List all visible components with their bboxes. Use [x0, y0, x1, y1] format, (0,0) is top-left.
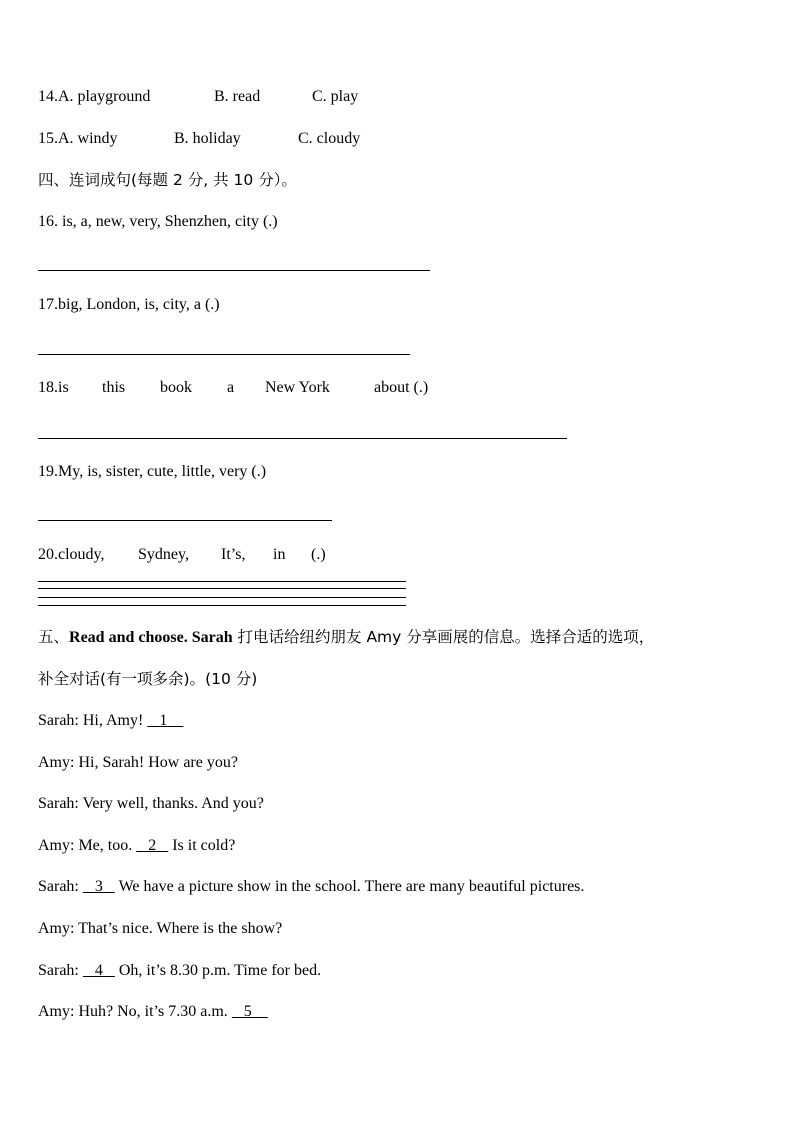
section-5-description: 打电话给纽约朋友 Amy 分享画展的信息。选择合适的选项，: [232, 628, 655, 646]
answer-line-20-d[interactable]: [38, 605, 406, 606]
word-tile: is: [58, 379, 69, 396]
question-number: 14.: [38, 88, 58, 105]
section-4-heading: 四、连词成句(每题 2 分, 共 10 分）。: [38, 171, 297, 189]
answer-line-20-b[interactable]: [38, 588, 406, 589]
word-tile: It’s,: [221, 546, 246, 563]
question-19: 19.My, is, sister, cute, little, very (.): [38, 463, 267, 480]
answer-blank-1[interactable]: 1: [159, 712, 168, 729]
answer-blank-4[interactable]: 4: [94, 962, 103, 979]
word-tile: Sydney,: [138, 546, 189, 563]
question-number: 20.: [38, 546, 58, 563]
answer-blank-3[interactable]: 3: [94, 878, 103, 895]
dialogue-line: Amy: Huh? No, it’s 7.30 a.m. 5: [38, 1002, 268, 1022]
dialogue-line: Sarah: Very well, thanks. And you?: [38, 795, 264, 812]
question-14: [38, 87, 458, 107]
question-17: 17.big, London, is, city, a (.): [38, 296, 220, 313]
word-tile: about (.): [374, 379, 429, 396]
answer-line-19[interactable]: [38, 520, 332, 521]
answer-blank-5[interactable]: 5: [243, 1003, 252, 1020]
dialogue-line: Amy: Hi, Sarah! How are you?: [38, 754, 238, 771]
option-b: B. holiday: [174, 130, 241, 147]
option-b: B. read: [214, 88, 261, 105]
dialogue-line: Sarah: 3 We have a picture show in the school. There are many beautiful pictures.: [38, 878, 585, 895]
question-number: 18.: [38, 379, 58, 396]
answer-line-20-c[interactable]: [38, 597, 406, 598]
answer-blank-2[interactable]: 2: [148, 837, 157, 854]
question-number: 15.: [38, 130, 58, 147]
word-tile: book: [160, 379, 192, 396]
word-tile: New York: [265, 379, 330, 396]
option-c: C. play: [312, 88, 359, 105]
dialogue-line: Sarah: 4 Oh, it’s 8.30 p.m. Time for bed.: [38, 962, 322, 979]
section-5-heading: [38, 627, 654, 648]
dialogue-line: Amy: Me, too. 2 Is it cold?: [38, 837, 236, 854]
word-tile: a: [227, 379, 235, 396]
word-tile: cloudy,: [58, 546, 105, 563]
question-18: [38, 378, 458, 398]
question-15: [38, 129, 458, 149]
option-c: C. cloudy: [298, 130, 361, 147]
option-a: A. windy: [58, 130, 118, 147]
answer-line-20-a[interactable]: [38, 581, 406, 582]
question-16: 16. is, a, new, very, Shenzhen, city (.): [38, 213, 278, 230]
dialogue-line: Sarah: Hi, Amy! 1: [38, 711, 183, 731]
question-20: [38, 545, 458, 565]
section-5-heading-line2: 补全对话(有一项多余)。(10 分): [38, 670, 258, 688]
word-tile: in: [273, 546, 286, 563]
section-5-prefix: 五、: [38, 628, 70, 646]
answer-line-16[interactable]: [38, 270, 430, 271]
answer-line-18[interactable]: [38, 438, 567, 439]
dialogue-line: Amy: That’s nice. Where is the show?: [38, 920, 283, 937]
word-tile: this: [102, 379, 126, 396]
section-5-instruction: Read and choose. Sarah: [69, 629, 233, 646]
option-a: A. playground: [58, 88, 151, 105]
word-tile: (.): [311, 546, 326, 563]
answer-line-17[interactable]: [38, 354, 410, 355]
